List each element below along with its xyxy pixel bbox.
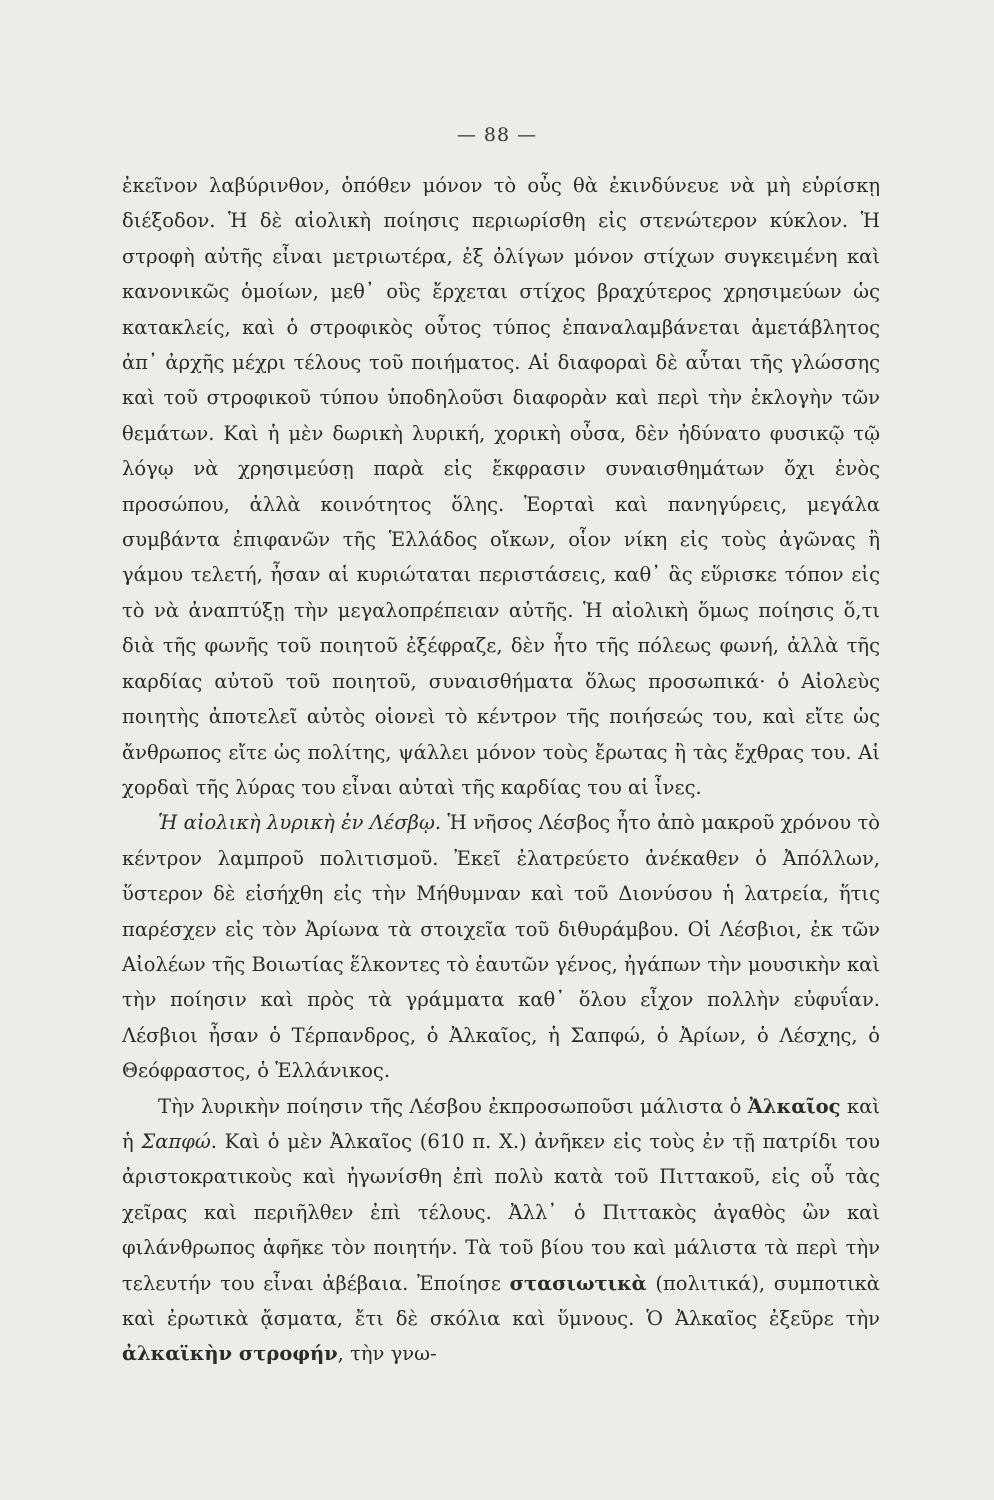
page-number: — 88 — — [456, 124, 538, 146]
body-text — [122, 168, 880, 1372]
name-alkaios: Ἀλκαῖος — [747, 1094, 841, 1118]
paragraph-3 — [122, 1089, 880, 1372]
section-heading: Ἡ αἰολικὴ λυρικὴ ἐν Λέσβῳ. — [158, 811, 442, 835]
paragraph-2 — [122, 805, 880, 1088]
term-stasiotika: στασιωτικὰ — [509, 1271, 647, 1295]
paragraph-3-run: , τὴν γνω- — [337, 1342, 437, 1366]
paragraph-3-run: (πολιτικά), συμποτικὰ καὶ ἐρωτικὰ ᾄσματα, ἔτι δὲ σκόλια καὶ ὕμνους. Ὁ Ἀλκαῖος ἐξεῦρε τὴν — [122, 1271, 880, 1330]
paragraph-1: ἐκεῖνον λαβύρινθον, ὁπόθεν μόνον τὸ οὖς θὰ ἐκινδύνευε νὰ μὴ εὑρίσκῃ διέξοδον. Ἡ δὲ αἰολικὴ ποίησις περιωρίσθη εἰς στενώτερον κύκλον. Ἡ στροφὴ αὐτῆς εἶναι μετριωτέρα, ἐξ ὀλίγων μόνον στίχων συγκειμένη καὶ κανονικῶς ὁμοίων, μεθ᾽ οὓς ἔρχεται στίχος βραχύτερος χρησιμεύων ὡς κατακλείς, καὶ ὁ στροφικὸς οὗτος τύπος ἐπαναλαμβάνεται ἀμετάβλητος ἀπ᾽ ἀρχῆς μέχρι τέλους τοῦ ποιήματος. Αἱ διαφοραὶ δὲ αὗται τῆς γλώσσης καὶ τοῦ στροφικοῦ τύπου ὑποδηλοῦσι διαφορὰν καὶ περὶ τὴν ἐκλογὴν τῶν θεμάτων. Καὶ ἡ μὲν δωρικὴ λυρική, χορικὴ οὖσα, δὲν ἠδύνατο φυσικῷ τῷ λόγῳ νὰ χρησιμεύσῃ παρὰ εἰς ἔκφρασιν συναισθημάτων ὄχι ἑνὸς προσώπου, ἀλλὰ κοινότητος ὅλης. Ἑορταὶ καὶ πανηγύρεις, μεγάλα συμβάντα ἐπιφανῶν τῆς Ἑλλάδος οἴκων, οἷον νίκη εἰς τοὺς ἀγῶνας ἢ γάμου τελετή, ἦσαν αἱ κυριώταται περιστάσεις, καθ᾽ ἃς εὕρισκε τόπον εἰς τὸ νὰ ἀναπτύξῃ τὴν μεγαλοπρέπειαν αὐτῆς. Ἡ αἰολικὴ ὅμως ποίησις ὅ,τι διὰ τῆς φωνῆς τοῦ ποιητοῦ ἐξέφραζε, δὲν ἦτο τῆς πόλεως φωνή, ἀλλὰ τῆς καρδίας αὐτοῦ τοῦ ποιητοῦ, συναισθήματα ὅλως προσωπικά· ὁ Αἰολεὺς ποιητὴς ἀποτελεῖ αὐτὸς οἱονεὶ τὸ κέντρον τῆς ποιήσεώς του, καὶ εἴτε ὡς ἄνθρωπος εἴτε ὡς πολίτης, ψάλλει μόνον τοὺς ἔρωτας ἢ τὰς ἔχθρας του. Αἱ χορδαὶ τῆς λύρας του εἶναι αὐταὶ τῆς καρδίας του αἱ ἶνες. — [122, 174, 880, 799]
paragraph-3-run: Τὴν λυρικὴν ποίησιν τῆς Λέσβου ἐκπροσωποῦσι μάλιστα ὁ — [158, 1094, 748, 1118]
name-sappho: Σαπφώ — [141, 1129, 211, 1153]
paragraph-3-run: . Καὶ ὁ μὲν Ἀλκαῖος (610 π. Χ.) ἀνῆκεν εἰς τοὺς ἐν τῇ πατρίδι του ἀριστοκρατικοὺς καὶ ἠγωνίσθη ἐπὶ πολὺ κατὰ τοῦ Πιττακοῦ, εἰς οὗ τὰς χεῖρας καὶ περιῆλθεν ἐπὶ τέλους. Ἀλλ᾽ ὁ Πιττακὸς ἀγαθὸς ὢν καὶ φιλάνθρωπος ἀφῆκε τὸν ποιητήν. Τὰ τοῦ βίου του καὶ μάλιστα τὰ περὶ τὴν τελευτήν του εἶναι ἀβέβαια. Ἐποίησε — [122, 1129, 880, 1295]
paragraph-2-text: Ἡ νῆσος Λέσβος ἦτο ἀπὸ μακροῦ χρόνου τὸ κέντρον λαμπροῦ πολιτισμοῦ. Ἐκεῖ ἐλατρεύετο ἀνέκαθεν ὁ Ἀπόλλων, ὕστερον δὲ εἰσήχθη εἰς τὴν Μήθυμναν καὶ τοῦ Διονύσου ἡ λατρεία, ἥτις παρέσχεν εἰς τὸν Ἀρίωνα τὰ στοιχεῖα τοῦ διθυράμβου. Οἱ Λέσβιοι, ἐκ τῶν Αἰολέων τῆς Βοιωτίας ἕλκοντες τὸ ἑαυτῶν γένος, ἠγάπων τὴν μουσικὴν καὶ τὴν ποίησιν καὶ πρὸς τὰ γράμματα καθ᾽ ὅλου εἶχον πολλὴν εὐφυΐαν. Λέσβιοι ἦσαν ὁ Τέρπανδρος, ὁ Ἀλκαῖος, ἡ Σαπφώ, ὁ Ἀρίων, ὁ Λέσχης, ὁ Θεόφραστος, ὁ Ἑλλάνικος. — [122, 811, 880, 1083]
paragraph-3-run: καὶ ἡ — [122, 1094, 881, 1153]
term-alkaic-stanza: ἀλκαϊκὴν στροφήν — [122, 1342, 338, 1366]
